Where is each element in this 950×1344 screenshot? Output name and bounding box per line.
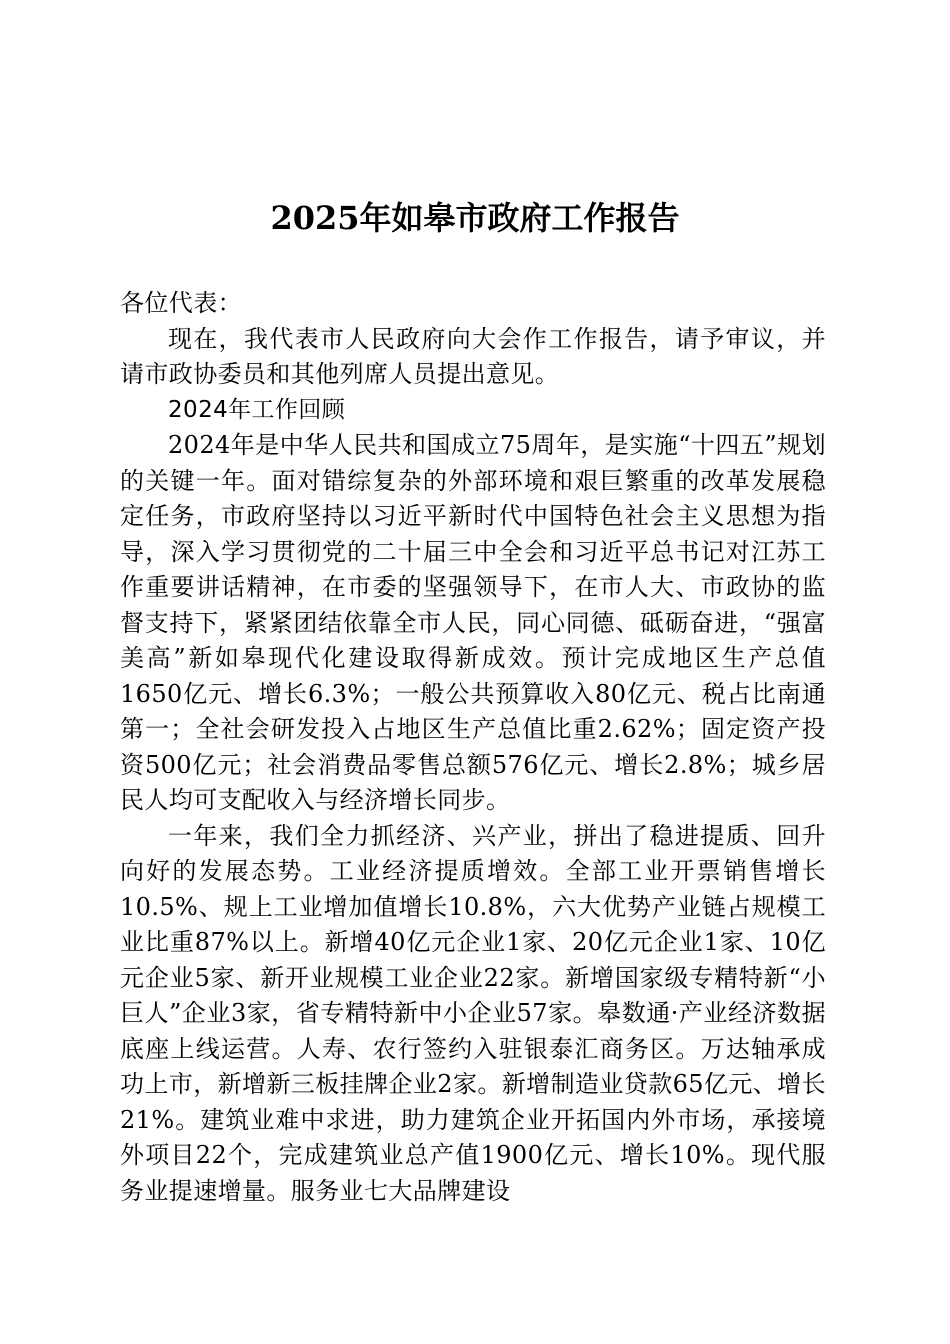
section-heading: 2024年工作回顾 <box>168 396 346 423</box>
body-paragraph: 一年来，我们全力抓经济、兴产业，拼出了稳进提质、回升向好的发展态势。工业经济提质增效。全部工业开票销售增长10.5%、规上工业增加值增长10.8%，六大优势产业链占规模工业比重87%以上。新增40亿元企业1家、20亿元企业1家、10亿元企业5家、新开业规模工业企业22家。新增国家级专精特新“小巨人”企业3家，省专精特新中小企业57家。皋数通·产业经济数据底座上线运营。人寿、农行签约入驻银泰汇商务区。万达轴承成功上市，新增新三板挂牌企业2家。新增制造业贷款65亿元、增长21%。建筑业难中求进，助力建筑企业开拓国内外市场，承接境外项目22个，完成建筑业总产值1900亿元、增长10%。现代服务业提速增量。服务业七大品牌建设 <box>120 821 826 1205</box>
document-body <box>120 286 826 1209</box>
document-title: 2025年如皋市政府工作报告 <box>270 199 680 237</box>
salutation: 各位代表： <box>120 289 242 317</box>
body-paragraph: 2024年是中华人民共和国成立75周年，是实施“十四五”规划的关键一年。面对错综复杂的外部环境和艰巨繁重的改革发展稳定任务，市政府坚持以习近平新时代中国特色社会主义思想为指导，深入学习贯彻党的二十届三中全会和习近平总书记对江苏工作重要讲话精神，在市委的坚强领导下，在市人大、市政协的监督支持下，紧紧团结依靠全市人民，同心同德、砥砺奋进，“强富美高”新如皋现代化建设取得新成效。预计完成地区生产总值1650亿元、增长6.3%；一般公共预算收入80亿元、税占比南通第一；全社会研发投入占地区生产总值比重2.62%；固定资产投资500亿元；社会消费品零售总额576亿元、增长2.8%；城乡居民人均可支配收入与经济增长同步。 <box>120 431 826 814</box>
intro-paragraph: 现在，我代表市人民政府向大会作工作报告，请予审议，并请市政协委员和其他列席人员提出意见。 <box>120 324 826 388</box>
